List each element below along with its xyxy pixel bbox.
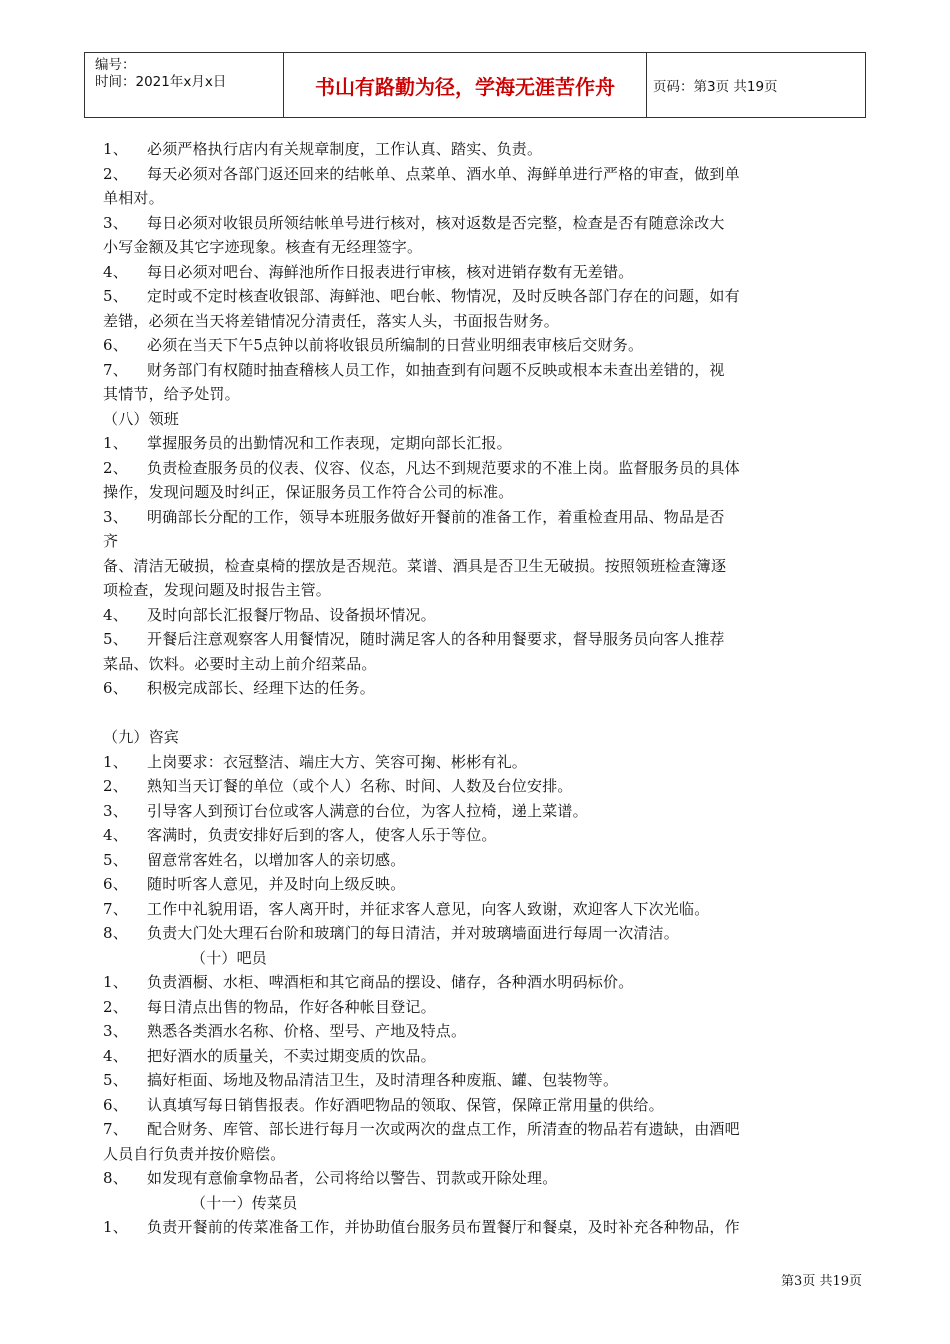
- numbered-paragraph-line: [103, 358, 863, 383]
- line-text: 客满时，负责安排好后到的客人，使客人乐于等位。: [147, 826, 497, 844]
- item-number: 5、: [103, 630, 128, 648]
- numbered-paragraph-line: [103, 627, 863, 652]
- item-number: 8、: [103, 924, 128, 942]
- line-text: 备、清洁无破损，检查桌椅的摆放是否规范。菜谱、酒具是否卫生无破损。按照领班检查簿逐: [103, 556, 727, 575]
- paragraph-continuation: [103, 382, 863, 407]
- numbered-paragraph-line: [103, 750, 863, 775]
- item-number: 3、: [103, 801, 128, 820]
- item-number: 1、: [103, 140, 128, 158]
- line-text: 把好酒水的质量关，不卖过期变质的饮品。: [147, 1046, 436, 1065]
- numbered-paragraph-line: [103, 774, 863, 799]
- document-time-label: 时间：2021年x月x日: [95, 74, 227, 90]
- numbered-paragraph-line: [103, 872, 863, 897]
- line-text: 每日必须对吧台、海鲜池所作日报表进行审核，核对进销存数有无差错。: [147, 262, 634, 281]
- item-number: 2、: [103, 458, 128, 477]
- item-number: 7、: [103, 899, 128, 918]
- paragraph-continuation: [103, 554, 863, 579]
- item-number: 4、: [103, 262, 128, 281]
- item-number: 5、: [103, 1071, 128, 1089]
- item-number: 3、: [103, 213, 128, 232]
- numbered-paragraph-line: [103, 848, 863, 873]
- item-number: 2、: [103, 997, 128, 1016]
- header-meta: [85, 53, 284, 117]
- blank-line: [103, 701, 863, 726]
- item-number: 4、: [103, 1046, 128, 1065]
- numbered-paragraph-line: [103, 505, 863, 530]
- section-heading: [103, 946, 863, 971]
- numbered-paragraph-line: [103, 1044, 863, 1069]
- line-text: 单相对。: [103, 189, 164, 207]
- item-number: 3、: [103, 507, 128, 526]
- line-text: 及时向部长汇报餐厅物品、设备损坏情况。: [147, 605, 436, 624]
- item-number: 1、: [103, 973, 128, 991]
- numbered-paragraph-line: [103, 456, 863, 481]
- document-body: [103, 137, 863, 1240]
- item-number: 7、: [103, 360, 128, 379]
- line-text: 如发现有意偷拿物品者，公司将给以警告、罚款或开除处理。: [147, 1169, 558, 1187]
- line-text: 每日必须对收银员所领结帐单号进行核对，核对返数是否完整，检查是否有随意涂改大: [147, 213, 725, 232]
- paragraph-continuation: [103, 309, 863, 334]
- item-number: 2、: [103, 777, 128, 795]
- line-text: （十）吧员: [191, 948, 268, 967]
- item-number: 7、: [103, 1120, 128, 1138]
- item-number: 8、: [103, 1169, 128, 1187]
- line-text: 随时听客人意见，并及时向上级反映。: [147, 875, 406, 893]
- paragraph-continuation: [103, 186, 863, 211]
- item-number: 4、: [103, 605, 128, 624]
- line-text: 留意常客姓名，以增加客人的亲切感。: [147, 850, 406, 869]
- line-text: 差错，必须在当天将差错情况分清责任，落实人头，书面报告财务。: [103, 311, 560, 330]
- item-number: 1、: [103, 1218, 128, 1236]
- numbered-paragraph-line: [103, 1093, 863, 1118]
- item-number: 6、: [103, 875, 128, 893]
- numbered-paragraph-line: [103, 137, 863, 162]
- numbered-paragraph-line: [103, 970, 863, 995]
- numbered-paragraph-line: [103, 799, 863, 824]
- line-text: 积极完成部长、经理下达的任务。: [147, 679, 376, 697]
- item-number: 1、: [103, 434, 128, 452]
- numbered-paragraph-line: [103, 162, 863, 187]
- line-text: 项检查，发现问题及时报告主管。: [103, 581, 332, 599]
- line-text: 熟悉各类酒水名称、价格、型号、产地及特点。: [147, 1022, 467, 1040]
- line-text: 必须严格执行店内有关规章制度，工作认真、踏实、负责。: [147, 140, 543, 158]
- line-text: 明确部长分配的工作，领导本班服务做好开餐前的准备工作，着重检查用品、物品是否: [147, 507, 725, 526]
- line-text: 负责开餐前的传菜准备工作，并协助值台服务员布置餐厅和餐桌，及时补充各种物品，作: [147, 1218, 740, 1236]
- paragraph-continuation: [103, 529, 863, 554]
- line-text: 搞好柜面、场地及物品清洁卫生，及时清理各种废瓶、罐、包装物等。: [147, 1071, 619, 1089]
- line-text: 每天必须对各部门返还回来的结帐单、点菜单、酒水单、海鲜单进行严格的审查，做到单: [147, 164, 740, 183]
- line-text: 菜品、饮料。必要时主动上前介绍菜品。: [103, 654, 377, 673]
- line-text: 人员自行负责并按价赔偿。: [103, 1144, 286, 1163]
- item-number: 6、: [103, 336, 128, 354]
- numbered-paragraph-line: [103, 211, 863, 236]
- line-text: 配合财务、库管、部长进行每月一次或两次的盘点工作，所清查的物品若有遗缺，由酒吧: [147, 1120, 740, 1138]
- numbered-paragraph-line: [103, 603, 863, 628]
- numbered-paragraph-line: [103, 823, 863, 848]
- item-number: 6、: [103, 1095, 128, 1114]
- item-number: 5、: [103, 287, 128, 305]
- line-text: （九）咨宾: [103, 728, 180, 746]
- line-text: 小写金额及其它字迹现象。核查有无经理签字。: [103, 238, 423, 256]
- numbered-paragraph-line: [103, 1068, 863, 1093]
- section-heading: [103, 1191, 863, 1216]
- line-text: 操作，发现问题及时纠正，保证服务员工作符合公司的标准。: [103, 483, 514, 501]
- paragraph-continuation: [103, 578, 863, 603]
- document-number-label: 编号：: [95, 57, 136, 73]
- numbered-paragraph-line: [103, 1215, 863, 1240]
- numbered-paragraph-line: [103, 1019, 863, 1044]
- numbered-paragraph-line: [103, 1166, 863, 1191]
- page-footer: 第3页 共19页: [781, 1274, 862, 1289]
- line-text: 引导客人到预订台位或客人满意的台位，为客人拉椅，递上菜谱。: [147, 801, 588, 820]
- line-text: 上岗要求：衣冠整洁、端庄大方、笑容可掬、彬彬有礼。: [147, 752, 528, 771]
- numbered-paragraph-line: [103, 995, 863, 1020]
- paragraph-continuation: [103, 652, 863, 677]
- line-text: 齐: [103, 532, 119, 550]
- header-motto: 书山有路勤为径，学海无涯苦作舟: [284, 53, 647, 117]
- numbered-paragraph-line: [103, 921, 863, 946]
- paragraph-continuation: [103, 1142, 863, 1167]
- numbered-paragraph-line: [103, 260, 863, 285]
- numbered-paragraph-line: [103, 897, 863, 922]
- numbered-paragraph-line: [103, 333, 863, 358]
- line-text: 其情节，给予处罚。: [103, 385, 240, 403]
- header-page-number: 页码：第3页 共19页: [653, 79, 778, 95]
- item-number: 5、: [103, 850, 128, 869]
- numbered-paragraph-line: [103, 676, 863, 701]
- line-text: 负责检查服务员的仪表、仪容、仪态，凡达不到规范要求的不准上岗。监督服务员的具体: [147, 458, 740, 477]
- line-text: 掌握服务员的出勤情况和工作表现，定期向部长汇报。: [147, 434, 512, 452]
- numbered-paragraph-line: [103, 1117, 863, 1142]
- page-header: [84, 52, 866, 118]
- paragraph-continuation: [103, 480, 863, 505]
- line-text: 负责大门处大理石台阶和玻璃门的每日清洁，并对玻璃墙面进行每周一次清洁。: [147, 924, 680, 942]
- item-number: 6、: [103, 679, 128, 697]
- numbered-paragraph-line: [103, 431, 863, 456]
- line-text: 工作中礼貌用语，客人离开时，并征求客人意见，向客人致谢，欢迎客人下次光临。: [147, 899, 710, 918]
- line-text: 定时或不定时核查收银部、海鲜池、吧台帐、物情况，及时反映各部门存在的问题，如有: [147, 287, 740, 305]
- line-text: 财务部门有权随时抽查稽核人员工作，如抽查到有问题不反映或根本未查出差错的，视: [147, 360, 725, 379]
- line-text: 必须在当天下午5点钟以前将收银员所编制的日营业明细表审核后交财务。: [147, 336, 644, 354]
- line-text: 熟知当天订餐的单位（或个人）名称、时间、人数及台位安排。: [147, 777, 573, 795]
- item-number: 4、: [103, 826, 128, 844]
- line-text: 开餐后注意观察客人用餐情况，随时满足客人的各种用餐要求，督导服务员向客人推荐: [147, 630, 725, 648]
- section-heading: [103, 407, 863, 432]
- paragraph-continuation: [103, 235, 863, 260]
- line-text: 认真填写每日销售报表。作好酒吧物品的领取、保管，保障正常用量的供给。: [147, 1095, 664, 1114]
- numbered-paragraph-line: [103, 284, 863, 309]
- item-number: 3、: [103, 1022, 128, 1040]
- line-text: （十一）传菜员: [191, 1193, 298, 1212]
- line-text: 负责酒橱、水柜、啤酒柜和其它商品的摆设、储存，各种酒水明码标价。: [147, 973, 634, 991]
- item-number: 2、: [103, 164, 128, 183]
- line-text: （八）领班: [103, 409, 180, 428]
- section-heading: [103, 725, 863, 750]
- line-text: 每日清点出售的物品，作好各种帐目登记。: [147, 997, 436, 1016]
- item-number: 1、: [103, 752, 128, 771]
